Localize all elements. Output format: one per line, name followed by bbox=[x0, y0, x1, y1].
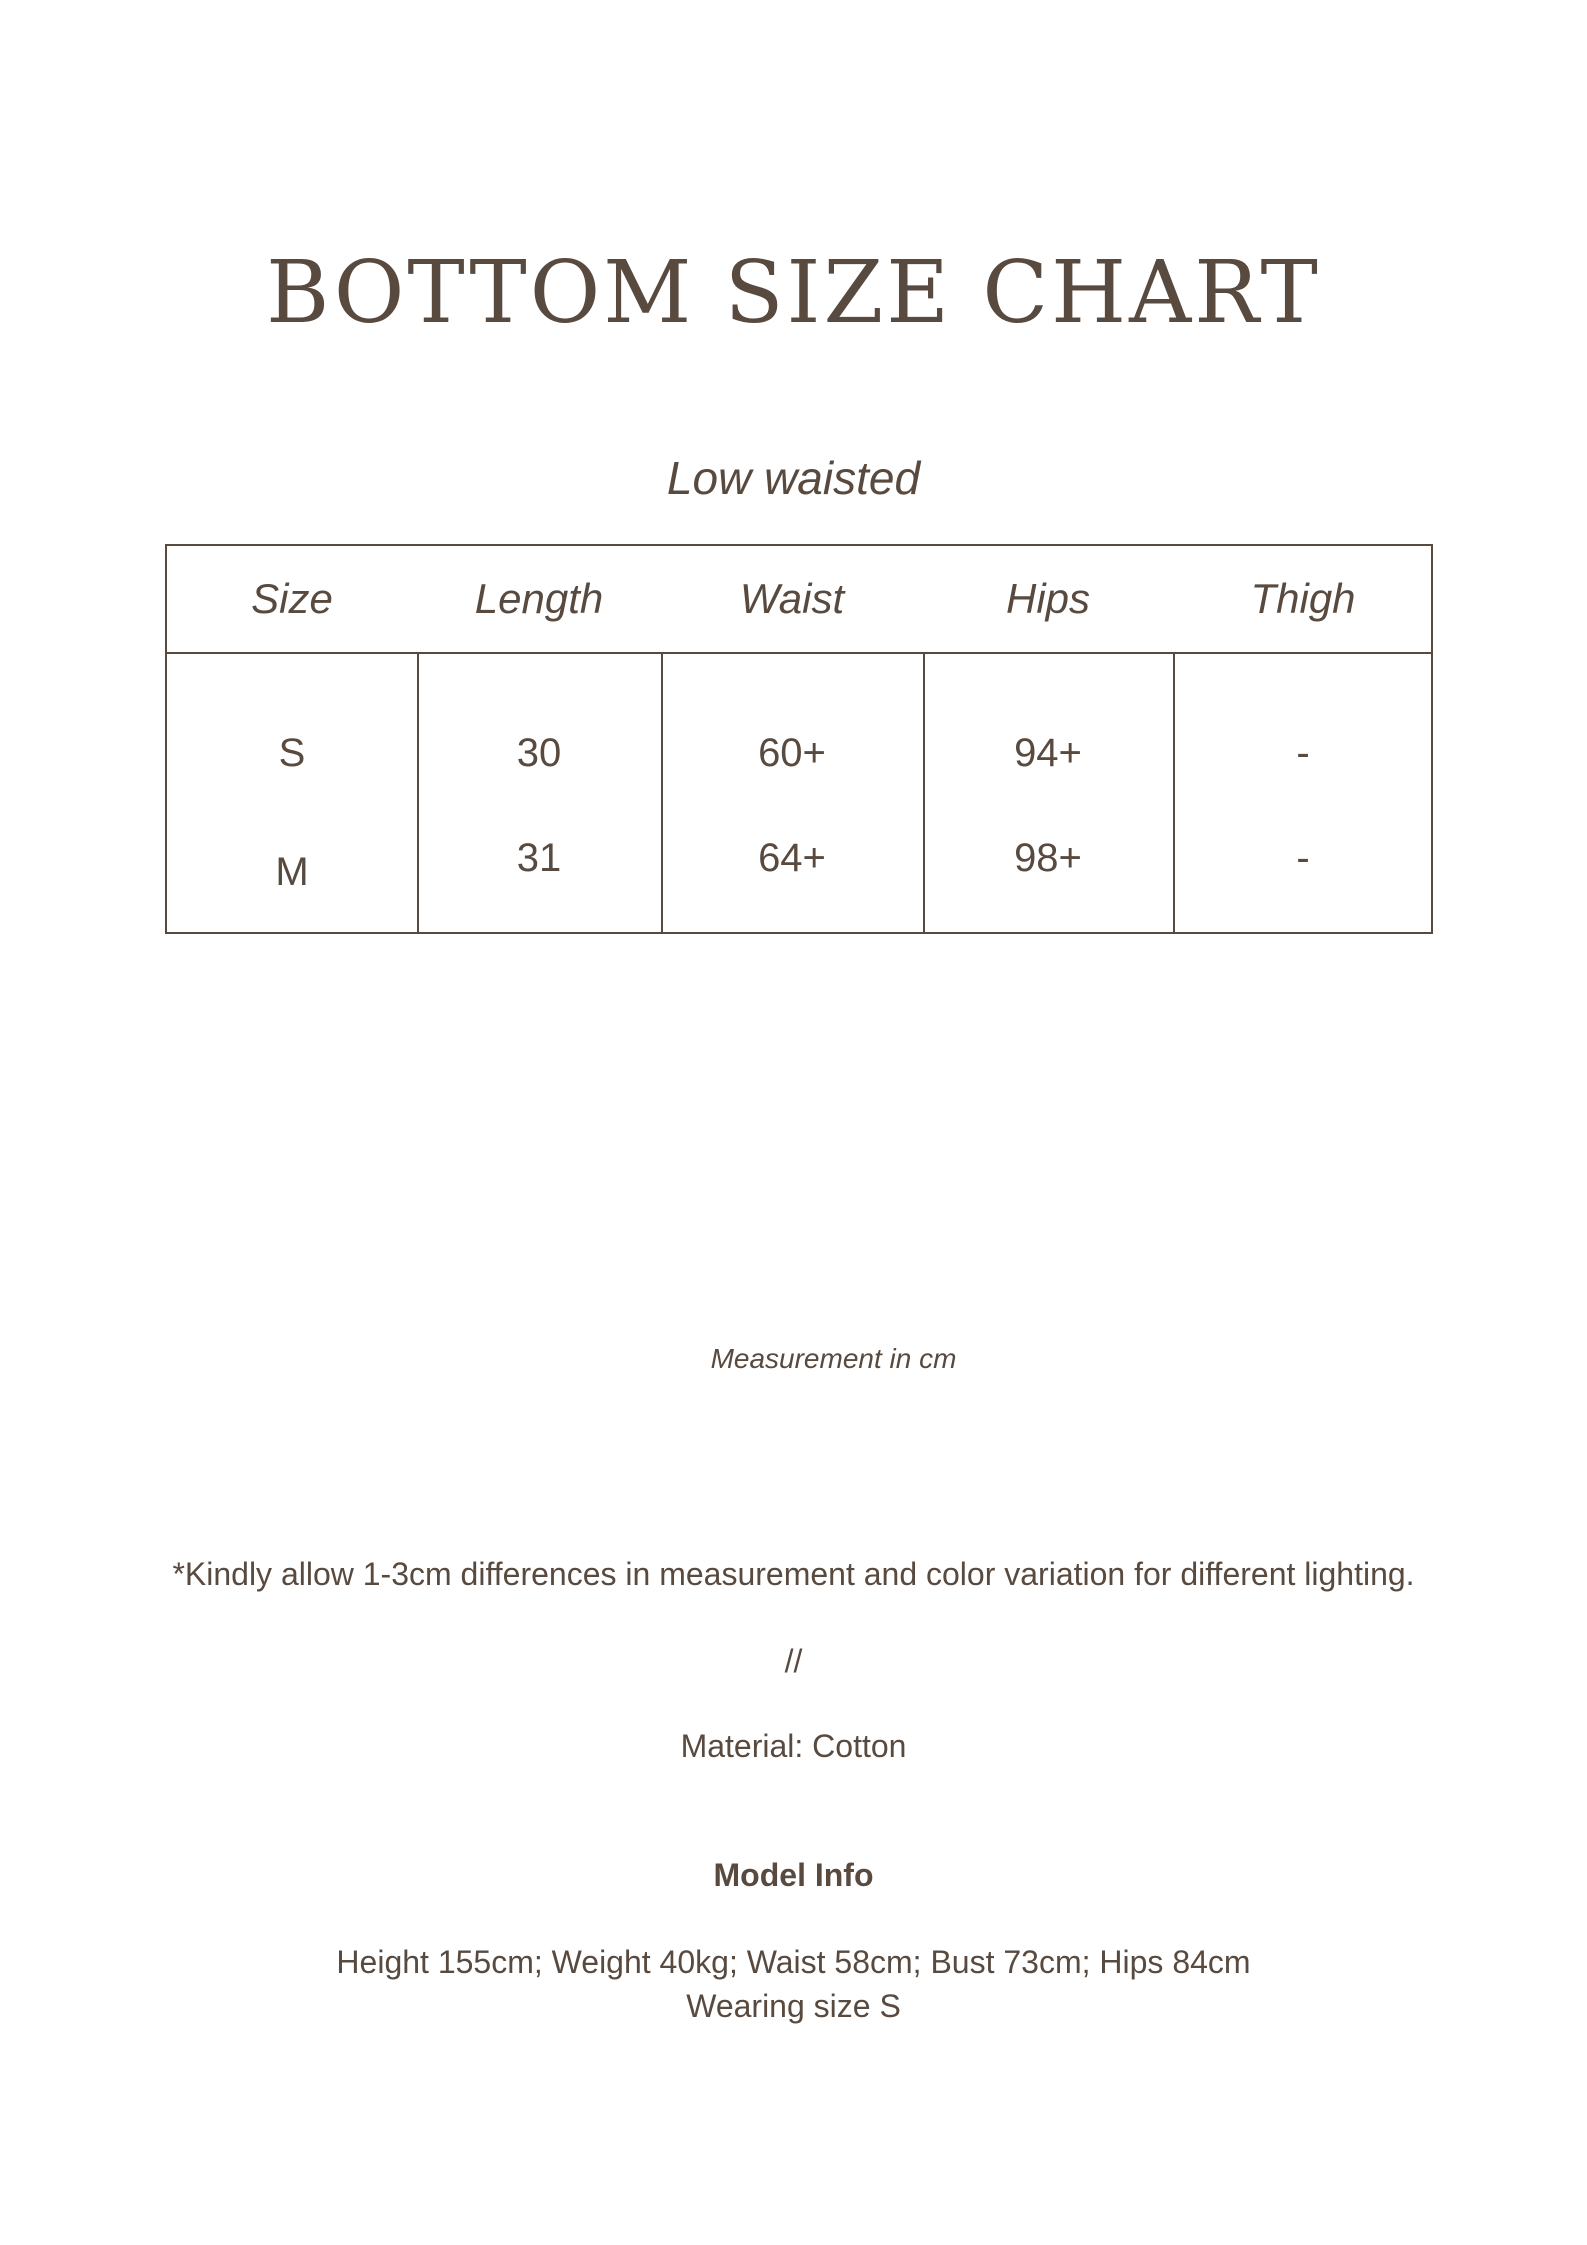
column-divider bbox=[417, 654, 419, 932]
model-info-heading: Model Info bbox=[713, 1857, 874, 1893]
disclaimer-text: *Kindly allow 1-3cm differences in measurement and color variation for different lighting. bbox=[172, 1556, 1415, 1592]
column-divider bbox=[1173, 654, 1175, 932]
cell-thigh: - bbox=[1296, 731, 1310, 775]
cell-length: 30 bbox=[516, 731, 562, 775]
cell-waist: 60+ bbox=[758, 731, 826, 775]
cell-hips: 94+ bbox=[1014, 731, 1082, 775]
model-stats: Height 155cm; Weight 40kg; Waist 58cm; Bust 73cm; Hips 84cm bbox=[336, 1944, 1251, 1980]
cell-size: M bbox=[275, 850, 309, 894]
cell-hips: 98+ bbox=[1014, 836, 1082, 880]
cell-waist: 64+ bbox=[758, 836, 826, 880]
cell-length: 31 bbox=[516, 836, 562, 880]
header-waist: Waist bbox=[739, 575, 845, 622]
header-hips: Hips bbox=[1005, 575, 1091, 622]
size-table bbox=[165, 544, 1433, 934]
header-length: Length bbox=[474, 575, 604, 622]
cell-thigh: - bbox=[1296, 836, 1310, 880]
column-divider bbox=[661, 654, 663, 932]
measurement-note: Measurement in cm bbox=[710, 1343, 957, 1374]
page-title: BOTTOM SIZE CHART bbox=[266, 243, 1321, 343]
header-size: Size bbox=[251, 575, 333, 622]
separator: // bbox=[784, 1643, 803, 1679]
chart-subtitle: Low waisted bbox=[666, 452, 921, 504]
table-header-row bbox=[167, 546, 1431, 654]
material-text: Material: Cotton bbox=[680, 1728, 907, 1764]
column-divider bbox=[923, 654, 925, 932]
cell-size: S bbox=[278, 731, 306, 775]
header-thigh: Thigh bbox=[1250, 575, 1356, 622]
model-wearing-size: Wearing size S bbox=[686, 1988, 901, 2024]
